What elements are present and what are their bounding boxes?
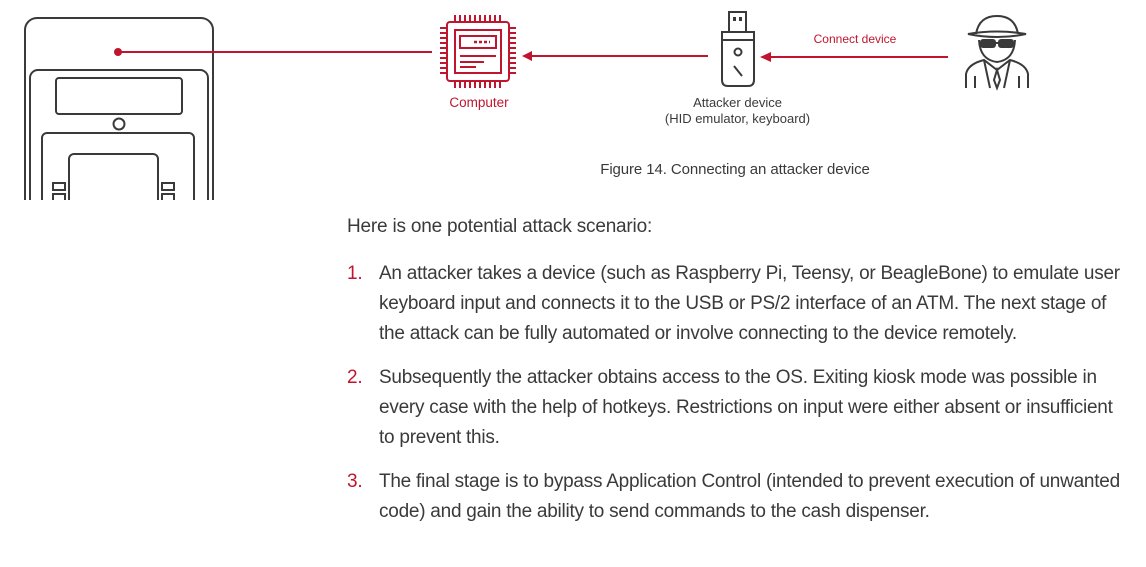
step-number: 2. (347, 367, 363, 388)
connect-device-arrow (760, 52, 948, 62)
step-text: An attacker takes a device (such as Raspberry Pi, Teensy, or BeagleBone) to emulate user keyboard input and connects it to the USB or PS/2 interface of an ATM. The next stage of the attack can be fully automated or involve connecting to the device remotely. (379, 263, 1120, 344)
attack-steps-list (345, 259, 1130, 527)
atm-to-computer-line (114, 48, 432, 56)
computer-label: Computer (449, 95, 509, 110)
connect-device-label: Connect device (813, 32, 897, 46)
atm-icon (25, 18, 213, 200)
computer-chip-icon (440, 15, 516, 88)
attacker-device-label-line2: (HID emulator, keyboard) (664, 111, 811, 126)
attacker-device-label-line1: Attacker device (693, 95, 782, 110)
list-item (345, 363, 1130, 453)
intro-text: Here is one potential attack scenario: (347, 216, 653, 237)
step-number: 1. (347, 263, 363, 284)
step-text: Subsequently the attacker obtains access to the OS. Exiting kiosk mode was possible in every case with the help of hotkeys. Restrictions on input were either absent or insufficient to prevent this. (379, 367, 1113, 448)
usb-to-computer-arrow (522, 51, 708, 61)
list-item (345, 259, 1130, 349)
list-item (345, 467, 1130, 527)
usb-stick-icon (722, 12, 754, 86)
step-number: 3. (347, 471, 363, 492)
hacker-icon (966, 16, 1028, 88)
figure-caption: Figure 14. Connecting an attacker device (600, 161, 870, 178)
step-text: The final stage is to bypass Application Control (intended to prevent execution of unwanted code) and gain the ability to send commands to the cash dispenser. (379, 471, 1120, 522)
attacker-device-label (630, 95, 845, 127)
